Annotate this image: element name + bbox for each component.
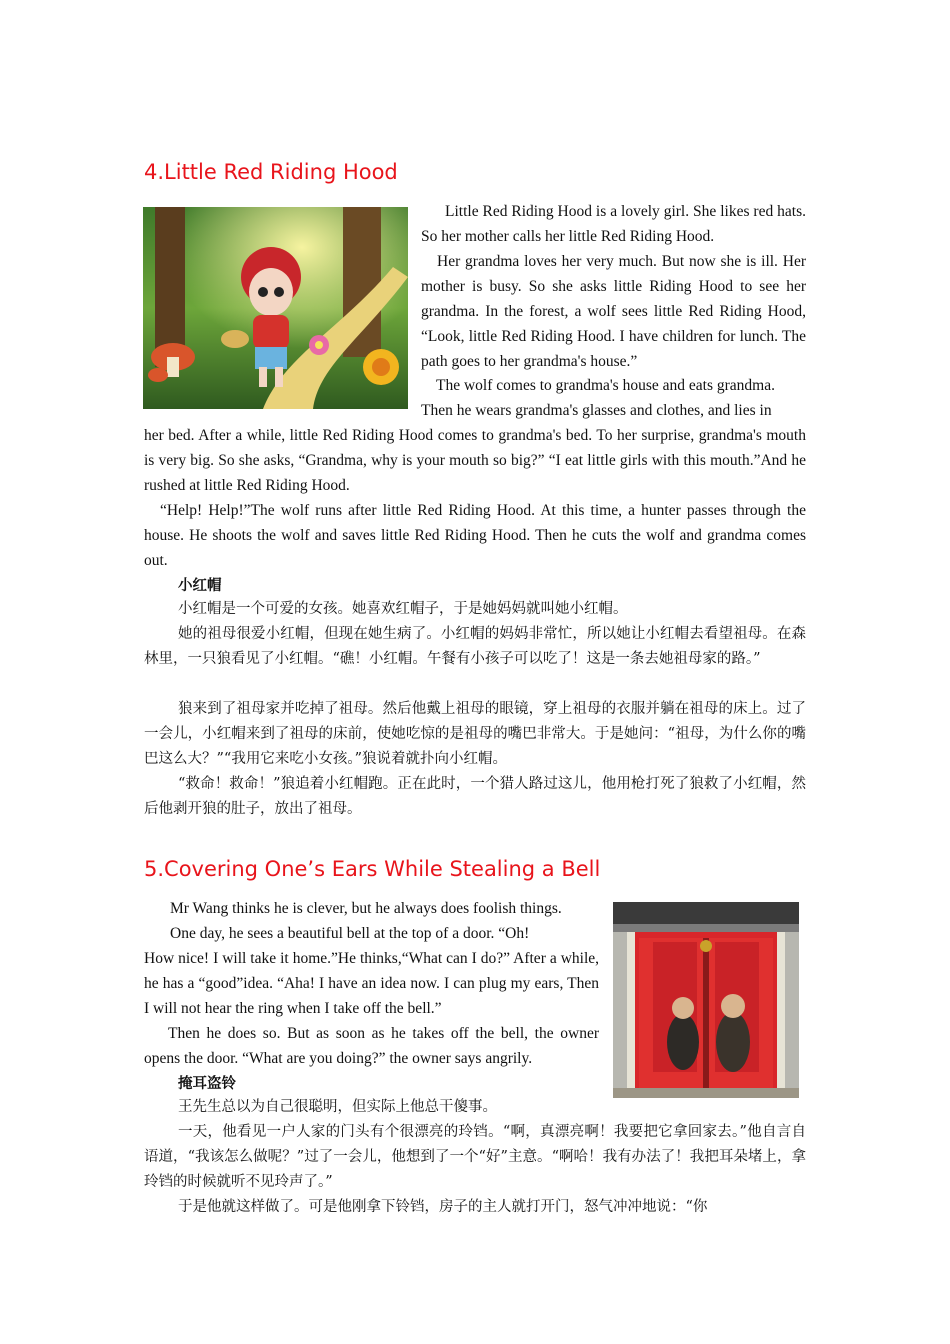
story4-cn-paragraph-2: 她的祖母很爱小红帽，但现在她生病了。小红帽的妈妈非常忙，所以她让小红帽去看望祖母。在森林里，一只狼看见了小红帽。“礁！小红帽。午餐有小孩子可以吃了！这是一条去她祖母家的路。” (144, 626, 806, 667)
story4-en-paragraph-4: “Help! Help!”The wolf runs after little Red Riding Hood. At this time, a hunter passes through the house. He shoots the wolf and saves little Red Riding Hood. Then he cuts the wolf and grandma comes out. (144, 502, 806, 569)
story5-en-paragraph-3: Then he does so. But as soon as he takes off the bell, the owner opens the door. “What are you doing?” the owner says angrily. (144, 1025, 599, 1067)
story5-en-paragraph-2: How nice! I will take it home.”He thinks,“What can I do?” After a while, he has a “good”idea. “Aha! I have an idea now. I can plug my ears, Then I will not hear the ring when I take off the bell.” (144, 950, 599, 1017)
story5-en-line-1: Mr Wang thinks he is clever, but he always does foolish things. (170, 900, 562, 917)
story5-title: 5.Covering One’s Ears While Stealing a Bell (144, 857, 601, 881)
red-riding-hood-illustration (143, 207, 408, 409)
story4-cn-title: 小红帽 (178, 577, 222, 594)
story4-en-paragraph-3-rest: her bed. After a while, little Red Riding Hood comes to grandma's bed. To her surprise, grandma's mouth is very big. So she asks, “Grandma, why is your mouth so big?” “I eat little girls with this mouth.”And he rushed at little Red Riding Hood. (144, 427, 806, 494)
stealing-bell-illustration (613, 902, 799, 1098)
story4-en-paragraph-1: Little Red Riding Hood is a lovely girl. She likes red hats. So her mother calls her little Red Riding Hood. (421, 203, 806, 245)
story4-cn-paragraph-3: 狼来到了祖母家并吃掉了祖母。然后他戴上祖母的眼镜，穿上祖母的衣服并躺在祖母的床上。过了一会儿，小红帽来到了祖母的床前，使她吃惊的是祖母的嘴巴非常大。于是她问：“祖母，为什么你的嘴巴这么大？”“我用它来吃小女孩。”狼说着就扑向小红帽。 (144, 701, 806, 767)
story4-title: 4.Little Red Riding Hood (144, 160, 398, 184)
story5-cn-paragraph-3: 于是他就这样做了。可是他刚拿下铃铛，房子的主人就打开门，怒气冲冲地说：“你 (178, 1199, 708, 1215)
story4-cn-paragraph-4: “救命！救命！”狼追着小红帽跑。正在此时，一个猎人路过这儿，他用枪打死了狼救了小红帽，然后他剥开狼的肚子，放出了祖母。 (144, 776, 806, 817)
story4-en-paragraph-3-line-1: The wolf comes to grandma's house and eats grandma. (436, 377, 775, 394)
story5-cn-paragraph-2: 一天，他看见一户人家的门头有个很漂亮的玲铛。“啊，真漂亮啊！我要把它拿回家去。”他自言自语道，“我该怎么做呢？”过了一会儿，他想到了一个“好”主意。“啊哈！我有办法了！我把耳朵堵上，拿玲铛的时候就听不见玲声了。” (144, 1124, 806, 1190)
story5-cn-paragraph-1: 王先生总以为自己很聪明，但实际上他总干傻事。 (178, 1099, 497, 1115)
story4-en-paragraph-2: Her grandma loves her very much. But now she is ill. Her mother is busy. So she asks little Riding Hood to see her grandma. In the forest, a wolf sees little Red Riding Hood, “Look, little Red Riding Hood. I have children for lunch. The path goes to her grandma's house.” (421, 253, 806, 370)
story4-cn-paragraph-1: 小红帽是一个可爱的女孩。她喜欢红帽子，于是她妈妈就叫她小红帽。 (178, 601, 628, 617)
story4-en-paragraph-3-line-2: Then he wears grandma's glasses and clothes, and lies in (421, 402, 772, 419)
story5-en-line-2: One day, he sees a beautiful bell at the top of a door. “Oh! (170, 925, 530, 942)
story5-cn-title: 掩耳盗铃 (178, 1075, 236, 1092)
